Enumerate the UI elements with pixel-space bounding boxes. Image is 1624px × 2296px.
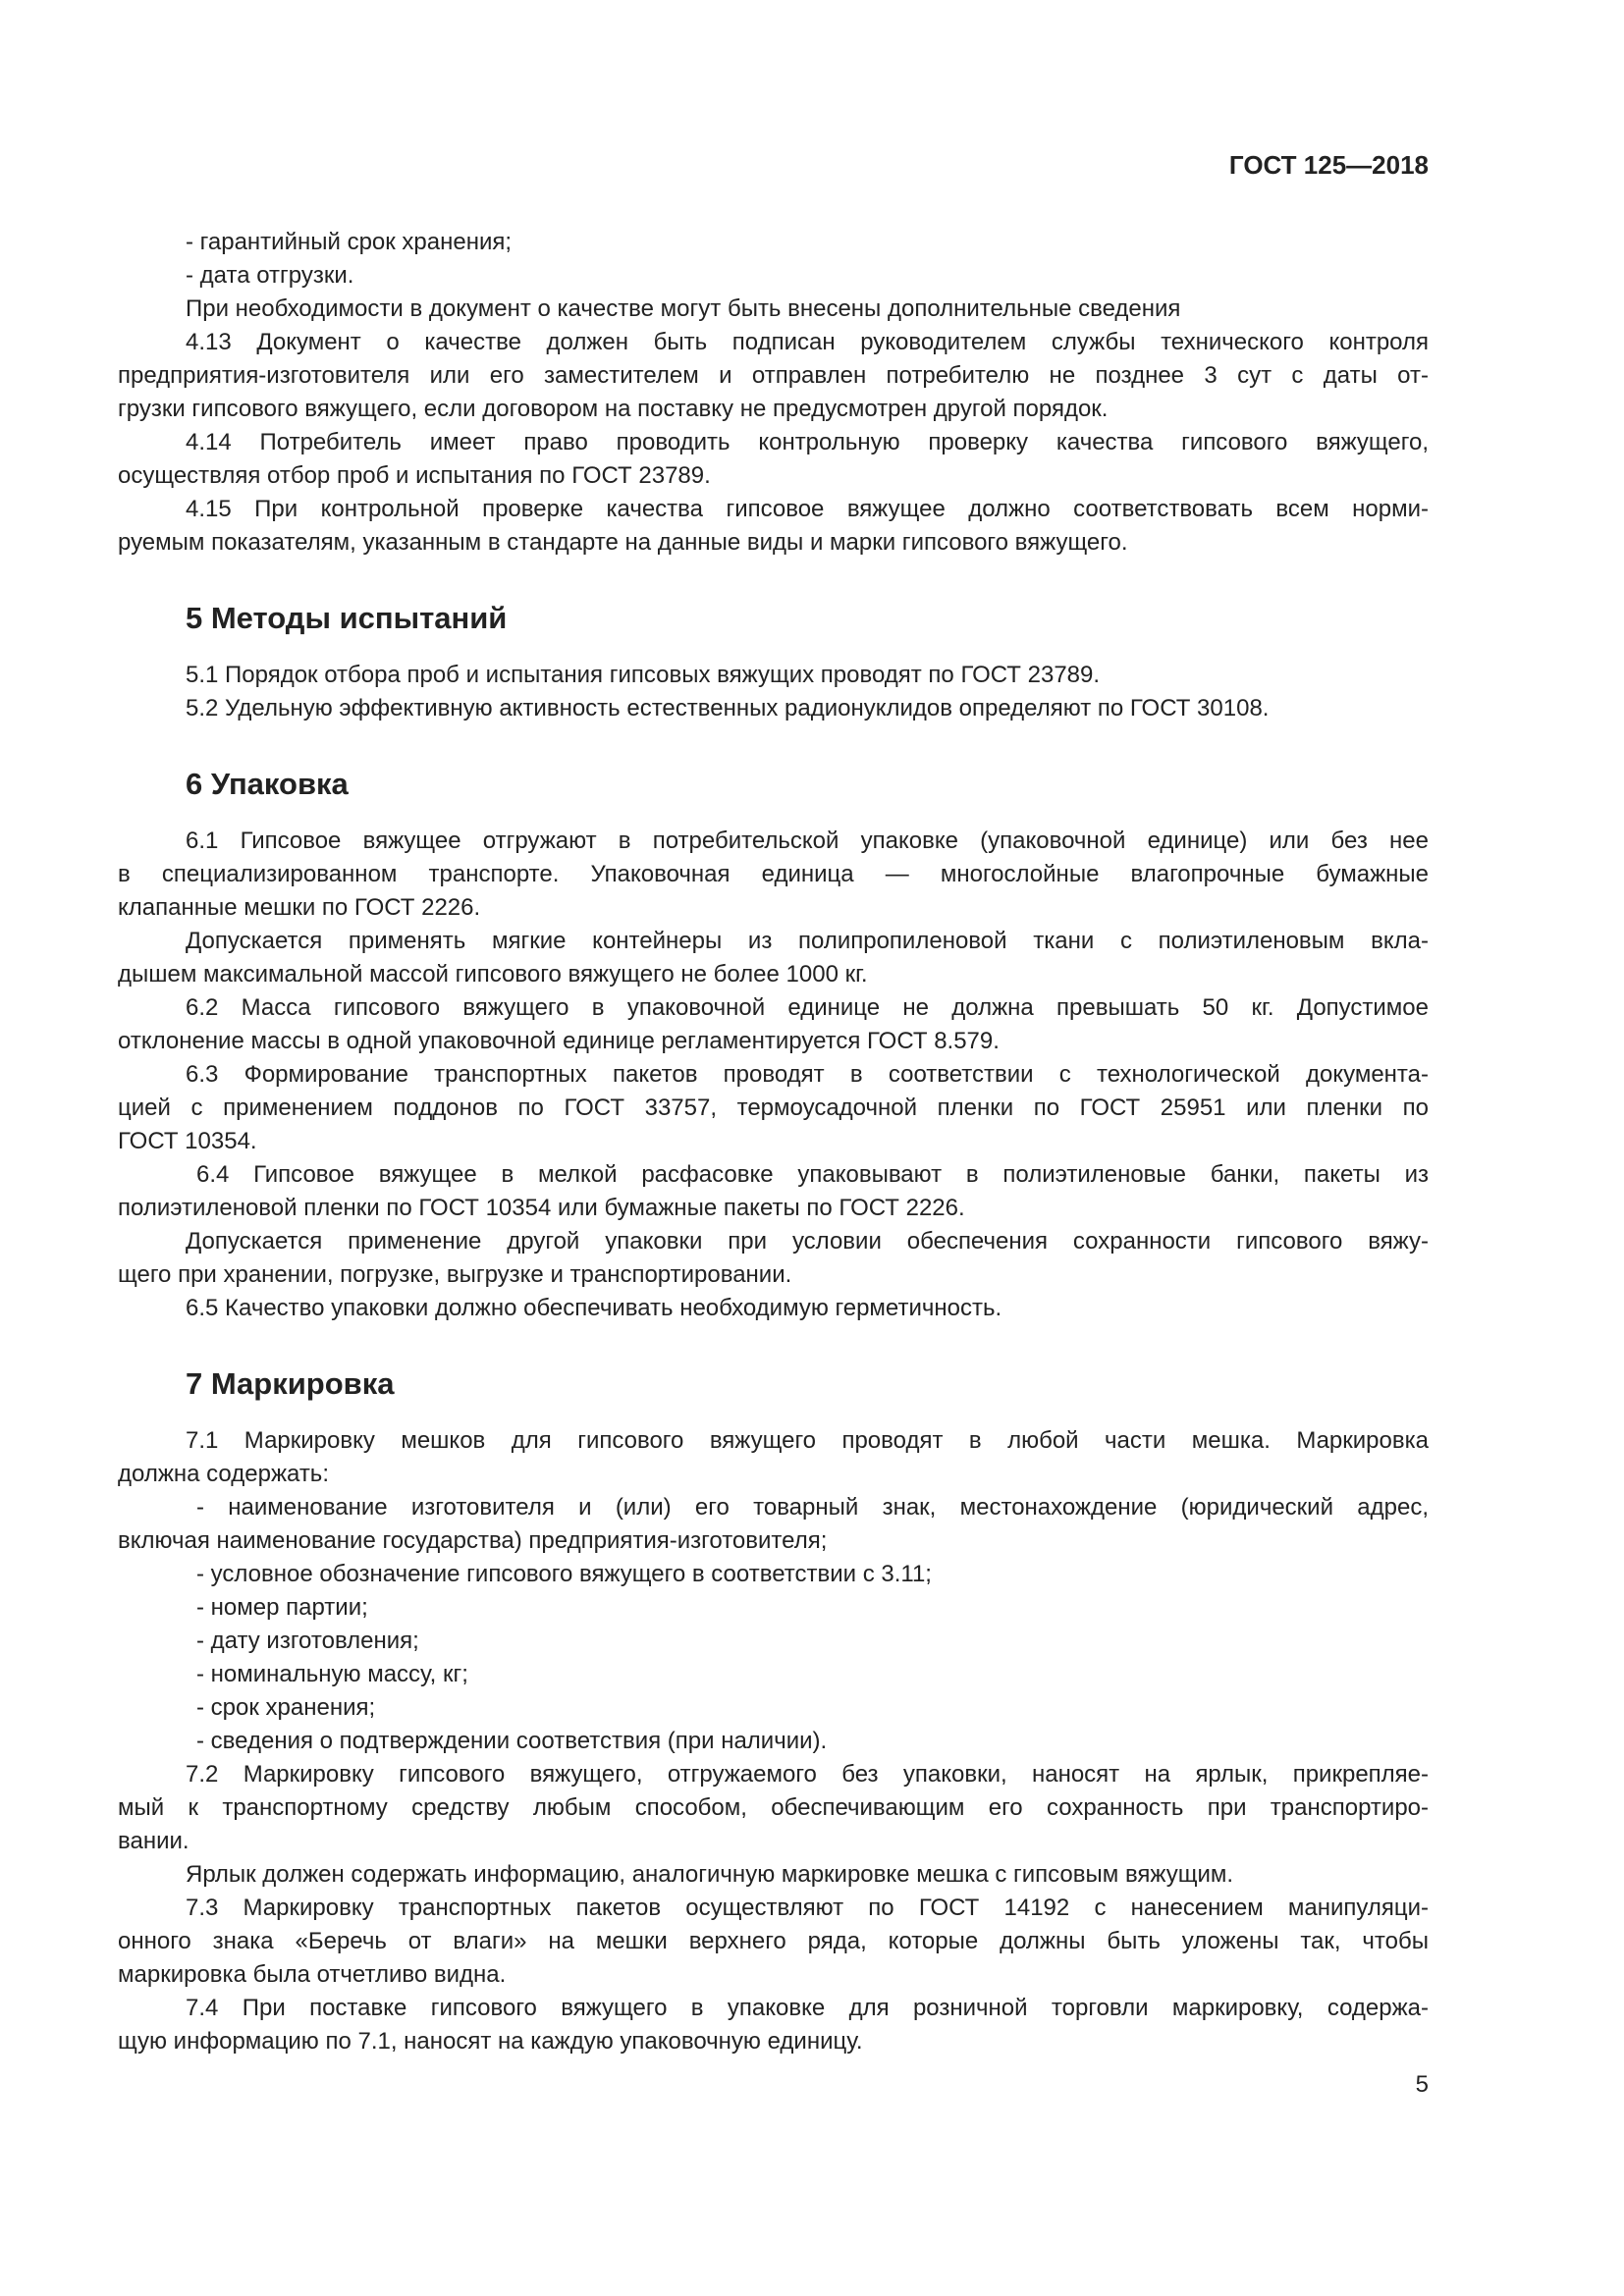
- paragraph-line: щую информацию по 7.1, наносят на каждую упаковочную единицу.: [118, 2028, 863, 2055]
- paragraph-line: предприятия-изготовителя или его заместителем и отправлен потребителю не позднее 3 сут с даты от-: [118, 362, 1429, 389]
- paragraph-line: 6.2 Масса гипсового вяжущего в упаковочной единице не должна превышать 50 кг. Допустимое: [186, 994, 1429, 1021]
- list-item-line: - срок хранения;: [196, 1694, 376, 1721]
- paragraph-line: 6.5 Качество упаковки должно обеспечивать необходимую герметичность.: [186, 1295, 1002, 1321]
- paragraph-line: отклонение массы в одной упаковочной единице регламентируется ГОСТ 8.579.: [118, 1028, 1000, 1054]
- list-item-line: 6.4 Гипсовое вяжущее в мелкой расфасовке упаковывают в полиэтиленовые банки, пакеты из: [196, 1161, 1429, 1188]
- paragraph-line: Ярлык должен содержать информацию, аналогичную маркировке мешка с гипсовым вяжущим.: [186, 1861, 1234, 1888]
- paragraph-line: 6.3 Формирование транспортных пакетов проводят в соответствии с технологической документа-: [186, 1061, 1429, 1088]
- paragraph-line: вании.: [118, 1828, 189, 1854]
- section-heading: 5 Методы испытаний: [186, 601, 508, 635]
- paragraph-line: клапанные мешки по ГОСТ 2226.: [118, 894, 481, 921]
- paragraph-line: 4.15 При контрольной проверке качества гипсовое вяжущее должно соответствовать всем норми-: [186, 496, 1429, 522]
- paragraph-line: 7.1 Маркировку мешков для гипсового вяжущего проводят в любой части мешка. Маркировка: [186, 1427, 1429, 1454]
- paragraph-line: дышем максимальной массой гипсового вяжущего не более 1000 кг.: [118, 961, 868, 988]
- list-item-line: - сведения о подтверждении соответствия (при наличии).: [196, 1728, 828, 1754]
- page-number: 5: [1415, 2071, 1429, 2098]
- paragraph-line: руемым показателям, указанным в стандарте на данные виды и марки гипсового вяжущего.: [118, 529, 1128, 556]
- paragraph-line: мый к транспортному средству любым способом, обеспечивающим его сохранность при транспортиро-: [118, 1794, 1429, 1821]
- paragraph-line: осуществляя отбор проб и испытания по ГОСТ 23789.: [118, 462, 711, 489]
- paragraph-line: должна содержать:: [118, 1461, 329, 1487]
- paragraph-line: 4.14 Потребитель имеет право проводить контрольную проверку качества гипсового вяжущего,: [186, 429, 1429, 455]
- paragraph-line: онного знака «Беречь от влаги» на мешки верхнего ряда, которые должны быть уложены так, чтобы: [118, 1928, 1429, 1954]
- paragraph-line: грузки гипсового вяжущего, если договором на поставку не предусмотрен другой порядок.: [118, 396, 1109, 422]
- paragraph-line: 7.4 При поставке гипсового вяжущего в упаковке для розничной торговли маркировку, содержа-: [186, 1995, 1429, 2021]
- paragraph-line: 5.2 Удельную эффективную активность естественных радионуклидов определяют по ГОСТ 30108.: [186, 695, 1270, 721]
- paragraph-line: 7.2 Маркировку гипсового вяжущего, отгружаемого без упаковки, наносят на ярлык, прикрепляе-: [186, 1761, 1429, 1788]
- paragraph-line: щего при хранении, погрузке, выгрузке и транспортировании.: [118, 1261, 792, 1288]
- paragraph-line: 7.3 Маркировку транспортных пакетов осуществляют по ГОСТ 14192 с нанесением манипуляци-: [186, 1895, 1429, 1921]
- list-item-line: - условное обозначение гипсового вяжущего в соответствии с 3.11;: [196, 1561, 932, 1587]
- paragraph-line: Допускается применять мягкие контейнеры из полипропиленовой ткани с полиэтиленовым вкла-: [186, 928, 1429, 954]
- paragraph-line: - гарантийный срок хранения;: [186, 229, 513, 255]
- list-item-line: - дату изготовления;: [196, 1628, 419, 1654]
- section-heading: 6 Упаковка: [186, 767, 349, 801]
- paragraph-line: в специализированном транспорте. Упаковочная единица — многослойные влагопрочные бумажные: [118, 861, 1429, 887]
- section-heading: 7 Маркировка: [186, 1366, 395, 1401]
- paragraph-line: При необходимости в документ о качестве могут быть внесены дополнительные сведения: [186, 295, 1181, 322]
- list-item-line: - номинальную массу, кг;: [196, 1661, 468, 1687]
- paragraph-line: 4.13 Документ о качестве должен быть подписан руководителем службы технического контроля: [186, 329, 1429, 355]
- paragraph-line: ГОСТ 10354.: [118, 1128, 257, 1154]
- list-item-line: включая наименование государства) предприятия-изготовителя;: [118, 1527, 828, 1554]
- list-item-line: полиэтиленовой пленки по ГОСТ 10354 или бумажные пакеты по ГОСТ 2226.: [118, 1195, 965, 1221]
- paragraph-line: Допускается применение другой упаковки при условии обеспечения сохранности гипсового вяжу-: [186, 1228, 1429, 1255]
- list-item-line: - наименование изготовителя и (или) его товарный знак, местонахождение (юридический адрес,: [196, 1494, 1429, 1521]
- paragraph-line: 5.1 Порядок отбора проб и испытания гипсовых вяжущих проводят по ГОСТ 23789.: [186, 662, 1101, 688]
- paragraph-line: цией с применением поддонов по ГОСТ 33757, термоусадочной пленки по ГОСТ 25951 или пленки по: [118, 1095, 1429, 1121]
- list-item-line: - номер партии;: [196, 1594, 368, 1621]
- paragraph-line: маркировка была отчетливо видна.: [118, 1961, 507, 1988]
- document-designation: ГОСТ 125—2018: [1228, 150, 1429, 180]
- paragraph-line: 6.1 Гипсовое вяжущее отгружают в потребительской упаковке (упаковочной единице) или без нее: [186, 828, 1429, 854]
- paragraph-line: - дата отгрузки.: [186, 262, 354, 289]
